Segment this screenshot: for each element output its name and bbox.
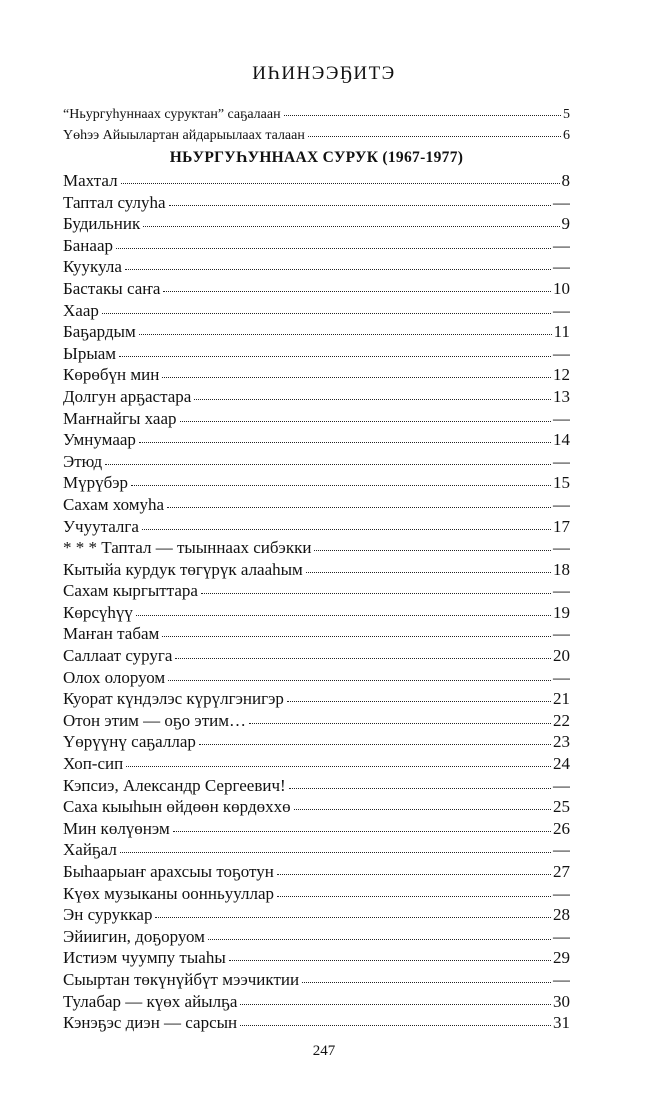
toc-entry bbox=[63, 472, 570, 494]
dot-leader bbox=[175, 658, 551, 659]
toc-entry-title: Сыыртан төкүнүйбүт мээчиктии bbox=[63, 969, 300, 989]
toc-entry-page: 12 bbox=[553, 365, 570, 385]
toc-entry bbox=[63, 753, 570, 775]
dot-leader bbox=[139, 334, 552, 335]
toc-entry bbox=[63, 667, 570, 689]
toc-entry bbox=[63, 883, 570, 905]
toc-entry-page: 21 bbox=[553, 689, 570, 709]
toc-entry-title: Сахам хомуһа bbox=[63, 494, 165, 514]
toc-entry-page: 27 bbox=[553, 862, 570, 881]
toc-entry-page: 10 bbox=[553, 278, 570, 298]
toc-entry bbox=[63, 364, 570, 386]
toc-entry-page: — bbox=[553, 926, 570, 946]
dot-leader bbox=[277, 874, 551, 875]
toc-entry bbox=[63, 688, 570, 710]
dot-leader bbox=[173, 831, 551, 832]
toc-entry-title: Ырыам bbox=[63, 343, 117, 363]
toc-entry-title: Кэнэҕэс диэн — сарсын bbox=[63, 1013, 238, 1033]
dot-leader bbox=[167, 507, 551, 508]
toc-entry bbox=[63, 235, 570, 257]
toc-entry bbox=[63, 645, 570, 667]
dot-leader bbox=[201, 593, 551, 594]
dot-leader bbox=[199, 744, 551, 745]
toc-entry bbox=[63, 775, 570, 797]
toc-entry-title: Учууталга bbox=[63, 516, 139, 536]
dot-leader bbox=[249, 723, 551, 724]
dot-leader bbox=[162, 636, 551, 637]
toc-entry bbox=[63, 516, 570, 538]
toc-entry bbox=[63, 408, 570, 430]
toc-entry bbox=[63, 192, 570, 214]
toc-entry-page: 14 bbox=[553, 430, 570, 450]
dot-leader bbox=[163, 291, 551, 292]
dot-leader bbox=[126, 766, 551, 767]
toc-entry-page: 22 bbox=[553, 710, 570, 730]
toc-entry bbox=[63, 818, 570, 840]
dot-leader bbox=[155, 917, 551, 918]
entry-list bbox=[63, 170, 570, 1034]
toc-entry bbox=[63, 386, 570, 408]
dot-leader bbox=[120, 852, 551, 853]
toc-entry-page: — bbox=[553, 581, 570, 601]
dot-leader bbox=[180, 421, 551, 422]
toc-entry-page: 20 bbox=[553, 646, 570, 666]
toc-entry-page: 29 bbox=[553, 948, 570, 968]
toc-entry-title: Куорат күндэлэс күрүлгэнигэр bbox=[63, 689, 284, 709]
dot-leader bbox=[162, 377, 551, 378]
toc-entry-page: 13 bbox=[553, 386, 570, 406]
page-title: ИҺИНЭЭҔИТЭ bbox=[252, 63, 396, 84]
toc-entry bbox=[63, 861, 570, 883]
toc-entry-page: 26 bbox=[553, 818, 570, 838]
toc-entry-title: Эн суруккар bbox=[63, 905, 153, 925]
toc-entry-page: — bbox=[553, 408, 570, 428]
dot-leader bbox=[294, 809, 551, 810]
toc-entry bbox=[63, 125, 570, 146]
dot-leader bbox=[143, 226, 559, 227]
toc-entry-title: Банаар bbox=[63, 235, 113, 255]
toc-entry-page: 24 bbox=[553, 754, 570, 774]
dot-leader bbox=[136, 615, 551, 616]
toc-entry bbox=[63, 170, 570, 192]
toc-entry-title: Көрөбүн мин bbox=[63, 365, 160, 385]
toc-entry bbox=[63, 559, 570, 581]
toc-entry-title: Будильник bbox=[63, 214, 141, 234]
toc-entry-title: * * * Таптал — тыыннаах сибэкки bbox=[63, 538, 312, 558]
toc-entry-title: “Ньургуһуннаах суруктан” саҕалаан bbox=[63, 107, 281, 122]
toc-entry-page: 30 bbox=[553, 991, 570, 1011]
toc-entry bbox=[63, 451, 570, 473]
dot-leader bbox=[302, 982, 551, 983]
toc-entry bbox=[63, 969, 570, 991]
toc-entry bbox=[63, 537, 570, 559]
toc-entry-title: Саха кыыһын өйдөөн көрдөххө bbox=[63, 797, 291, 817]
toc-entry-page: — bbox=[553, 667, 570, 687]
toc-entry-title: Үөһээ Айыылартан айдарыылаах талаан bbox=[63, 128, 305, 143]
toc-entry-title: Эйиигин, доҕоруом bbox=[63, 926, 205, 946]
toc-entry-title: Бастакы саҥа bbox=[63, 278, 161, 298]
toc-entry-page: — bbox=[553, 840, 570, 860]
toc-entry-title: Мин көлүөнэм bbox=[63, 818, 170, 838]
page-number: 247 bbox=[312, 1043, 336, 1059]
toc-entry-title: Долгун арҕастара bbox=[63, 386, 192, 406]
toc-entry-title: Маҥан табам bbox=[63, 624, 160, 644]
toc-entry-page: — bbox=[553, 235, 570, 255]
toc-entry bbox=[63, 104, 570, 125]
dot-leader bbox=[306, 572, 551, 573]
toc-entry bbox=[63, 731, 570, 753]
dot-leader bbox=[169, 205, 551, 206]
toc-entry-title: Куукула bbox=[63, 257, 122, 277]
toc-entry-title: Саллаат суруга bbox=[63, 646, 173, 666]
toc-entry-title: Сахам кыргыттара bbox=[63, 581, 198, 601]
toc-entry-page: — bbox=[553, 300, 570, 320]
toc-entry-title: Хаар bbox=[63, 300, 99, 320]
toc-entry-page: 17 bbox=[553, 516, 570, 536]
toc-entry-page: — bbox=[553, 192, 570, 212]
dot-leader bbox=[208, 939, 551, 940]
dot-leader bbox=[277, 896, 551, 897]
toc-entry-title: Үөрүүнү саҕаллар bbox=[63, 732, 196, 752]
toc-entry bbox=[63, 256, 570, 278]
toc-entry-page: 31 bbox=[553, 1013, 570, 1033]
toc-entry-page: 9 bbox=[561, 214, 570, 234]
dot-leader bbox=[131, 485, 551, 486]
dot-leader bbox=[229, 960, 551, 961]
toc-entry bbox=[63, 710, 570, 732]
toc-entry-title: Умнумаар bbox=[63, 430, 136, 450]
toc-entry bbox=[63, 796, 570, 818]
dot-leader bbox=[284, 115, 561, 116]
toc-entry bbox=[63, 623, 570, 645]
toc-entry bbox=[63, 602, 570, 624]
toc-entry bbox=[63, 343, 570, 365]
toc-entry bbox=[63, 300, 570, 322]
toc-entry-title: Этюд bbox=[63, 451, 103, 471]
dot-leader bbox=[139, 442, 551, 443]
toc-entry-page: 6 bbox=[563, 128, 570, 143]
toc-entry bbox=[63, 904, 570, 926]
dot-leader bbox=[289, 788, 551, 789]
toc-entry-title: Махтал bbox=[63, 171, 118, 190]
toc-entry-page: 15 bbox=[553, 473, 570, 493]
toc-entry-page: — bbox=[553, 538, 570, 558]
dot-leader bbox=[125, 269, 551, 270]
toc-entry bbox=[63, 580, 570, 602]
toc-entry bbox=[63, 839, 570, 861]
toc-entry-title: Кэпсиэ, Александр Сергеевич! bbox=[63, 775, 286, 795]
toc-entry-title: Кытыйа курдук төгүрүк алааһым bbox=[63, 559, 303, 579]
toc-entry-page: 5 bbox=[563, 107, 570, 122]
toc-entry-title: Мүрүбэр bbox=[63, 473, 129, 493]
dot-leader bbox=[314, 550, 551, 551]
toc-entry bbox=[63, 1012, 570, 1034]
toc-entry bbox=[63, 278, 570, 300]
dot-leader bbox=[105, 464, 551, 465]
intro-list bbox=[63, 104, 570, 146]
dot-leader bbox=[142, 529, 551, 530]
toc-entry-page: — bbox=[553, 969, 570, 989]
toc-entry bbox=[63, 494, 570, 516]
dot-leader bbox=[119, 356, 551, 357]
toc-entry-title: Күөх музыканы оонньууллар bbox=[63, 883, 275, 903]
dot-leader bbox=[287, 701, 551, 702]
dot-leader bbox=[240, 1004, 551, 1005]
dot-leader bbox=[102, 313, 551, 314]
toc-entry-page: — bbox=[553, 494, 570, 514]
toc-entry bbox=[63, 213, 570, 235]
toc-entry bbox=[63, 947, 570, 969]
toc-entry-title: Көрсүһүү bbox=[63, 602, 133, 622]
toc-entry-page: — bbox=[553, 257, 570, 277]
toc-entry-title: Отон этим — оҕо этим… bbox=[63, 710, 246, 730]
dot-leader bbox=[116, 248, 551, 249]
dot-leader bbox=[194, 399, 551, 400]
dot-leader bbox=[121, 183, 560, 184]
toc-entry-page: 8 bbox=[561, 171, 570, 190]
dot-leader bbox=[240, 1025, 551, 1026]
toc-entry-page: — bbox=[553, 883, 570, 903]
section-heading: НЬУРГУҺУННААХ СУРУК (1967-1977) bbox=[169, 149, 464, 166]
toc-entry-page: 19 bbox=[553, 602, 570, 622]
toc-entry-title: Маҥнайгы хаар bbox=[63, 408, 177, 428]
toc-entry-page: — bbox=[553, 451, 570, 471]
toc-entry-title: Истиэм чуумпу тыаһы bbox=[63, 948, 226, 968]
toc-entry-page: 23 bbox=[553, 732, 570, 752]
toc-entry-page: 28 bbox=[553, 905, 570, 925]
toc-entry-page: — bbox=[553, 624, 570, 644]
toc-entry bbox=[63, 991, 570, 1013]
toc-entry-title: Баҕардым bbox=[63, 322, 136, 342]
toc-entry-title: Таптал сулуһа bbox=[63, 192, 166, 212]
table-of-contents bbox=[63, 104, 570, 1034]
toc-entry-page: — bbox=[553, 343, 570, 363]
toc-entry bbox=[63, 429, 570, 451]
toc-entry-title: Тулабар — күөх айылҕа bbox=[63, 991, 238, 1011]
dot-leader bbox=[168, 680, 551, 681]
toc-entry bbox=[63, 321, 570, 343]
toc-entry-page: 11 bbox=[553, 322, 570, 342]
toc-entry-page: 25 bbox=[553, 797, 570, 817]
toc-entry-title: Быһаарыаҥ арахсыы тоҕотун bbox=[63, 862, 274, 881]
toc-entry-title: Олох олоруом bbox=[63, 667, 166, 687]
toc-entry-page: — bbox=[553, 775, 570, 795]
dot-leader bbox=[308, 136, 561, 137]
toc-entry-page: 18 bbox=[553, 559, 570, 579]
toc-entry-title: Хоп-сип bbox=[63, 754, 124, 774]
toc-entry bbox=[63, 926, 570, 948]
toc-entry-title: Хайҕал bbox=[63, 840, 117, 860]
